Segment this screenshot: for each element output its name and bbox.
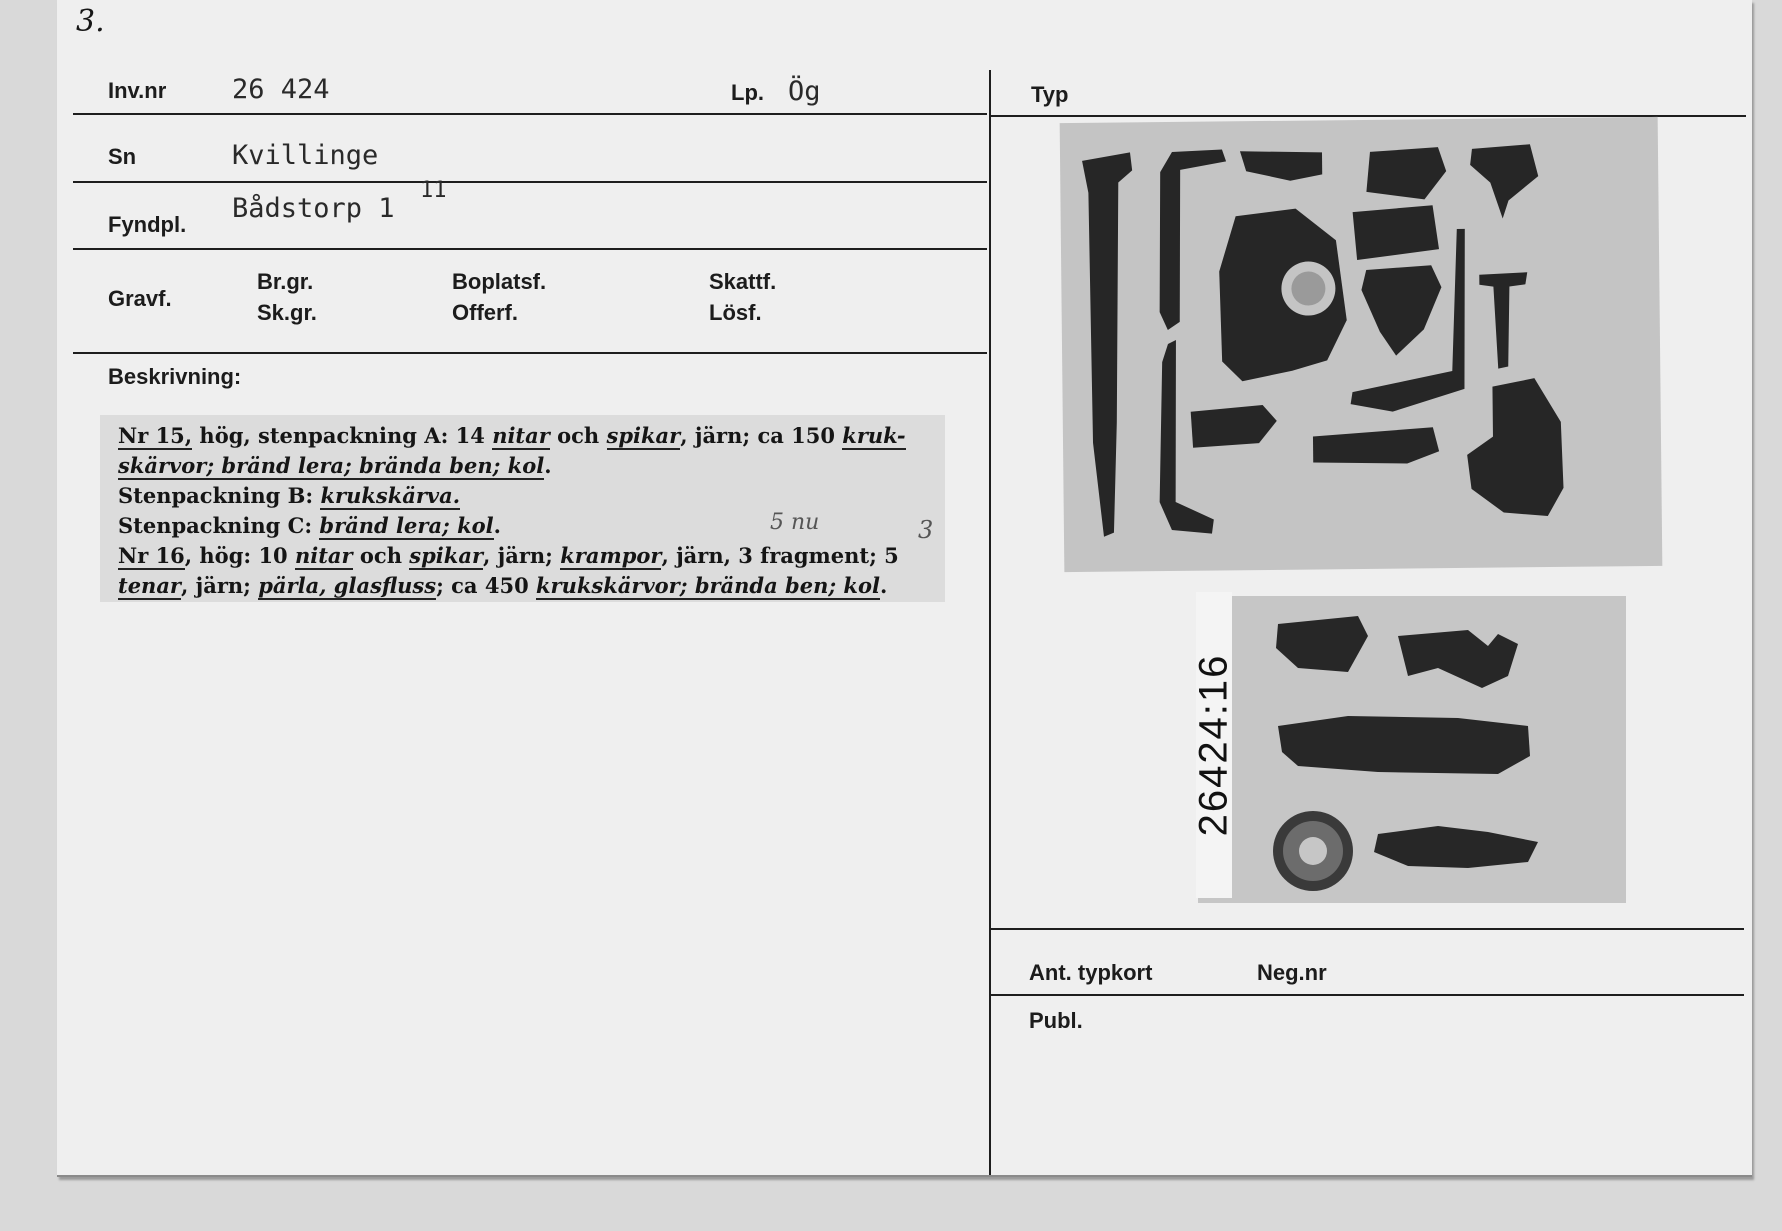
- offerf-label: Offerf.: [452, 300, 518, 325]
- brgr-label: Br.gr.: [257, 269, 314, 294]
- skattf-label: Skattf.: [709, 269, 777, 294]
- sn-value: Kvillinge: [232, 140, 379, 171]
- boplatsf-label: Boplatsf.: [452, 269, 547, 294]
- losf-label: Lösf.: [709, 300, 762, 325]
- skgr-label: Sk.gr.: [257, 300, 317, 325]
- description-line-4: Stenpackning C: bränd lera; kol.: [118, 513, 501, 538]
- description-line-3: Stenpackning B: krukskärva.: [118, 483, 461, 508]
- description-line-6: tenar, järn; pärla, glasfluss; ca 450 krukskärvor; brända ben; kol.: [118, 573, 888, 598]
- fyndpl-value: Bådstorp 1: [232, 193, 395, 224]
- description-text: [100, 415, 945, 602]
- artifact-photo-bottom: [1198, 596, 1626, 903]
- inv-label: Inv.nr: [108, 78, 167, 103]
- iron-artifacts-image: [1060, 117, 1663, 572]
- sn-label: Sn: [108, 144, 137, 169]
- artifact-photo-top: [1060, 117, 1663, 572]
- handwritten-note-5: 5 nu: [770, 510, 820, 535]
- fyndpl-superscript: 11: [420, 178, 447, 203]
- description-line-5: Nr 16, hög: 10 nitar och spikar, järn; krampor, järn, 3 fragment; 5: [118, 543, 899, 568]
- inv-value: 26 424: [232, 74, 330, 105]
- typ-label: Typ: [1031, 82, 1069, 107]
- beskrivning-label: Beskrivning:: [108, 364, 242, 389]
- fyndpl-label: Fyndpl.: [108, 212, 187, 237]
- photo-catalog-label: [1191, 592, 1236, 898]
- rule-inv: [73, 113, 987, 115]
- card-number: 3.: [76, 4, 105, 39]
- gravf-label: Gravf.: [108, 286, 172, 311]
- description-line-2: skärvor; bränd lera; brända ben; kol.: [118, 453, 552, 478]
- ant-typkort-label: Ant. typkort: [1029, 960, 1153, 985]
- negnr-label: Neg.nr: [1257, 960, 1327, 985]
- lp-value: Ög: [788, 76, 821, 107]
- description-line-1: Nr 15, hög, stenpackning A: 14 nitar och spikar, järn; ca 150 kruk-: [118, 423, 906, 448]
- publ-label: Publ.: [1029, 1008, 1083, 1033]
- rule-sn: [73, 181, 987, 183]
- rule-publ: [991, 994, 1744, 996]
- rule-gravf: [73, 352, 987, 354]
- handwritten-note-3: 3: [918, 516, 934, 544]
- iron-fragments-image: [1198, 596, 1626, 903]
- column-divider: [989, 70, 991, 1175]
- photo-catalog-number: 26424:16: [1191, 653, 1236, 837]
- lp-label: Lp.: [731, 80, 764, 105]
- rule-fyndpl: [73, 248, 987, 250]
- rule-ant: [991, 928, 1744, 930]
